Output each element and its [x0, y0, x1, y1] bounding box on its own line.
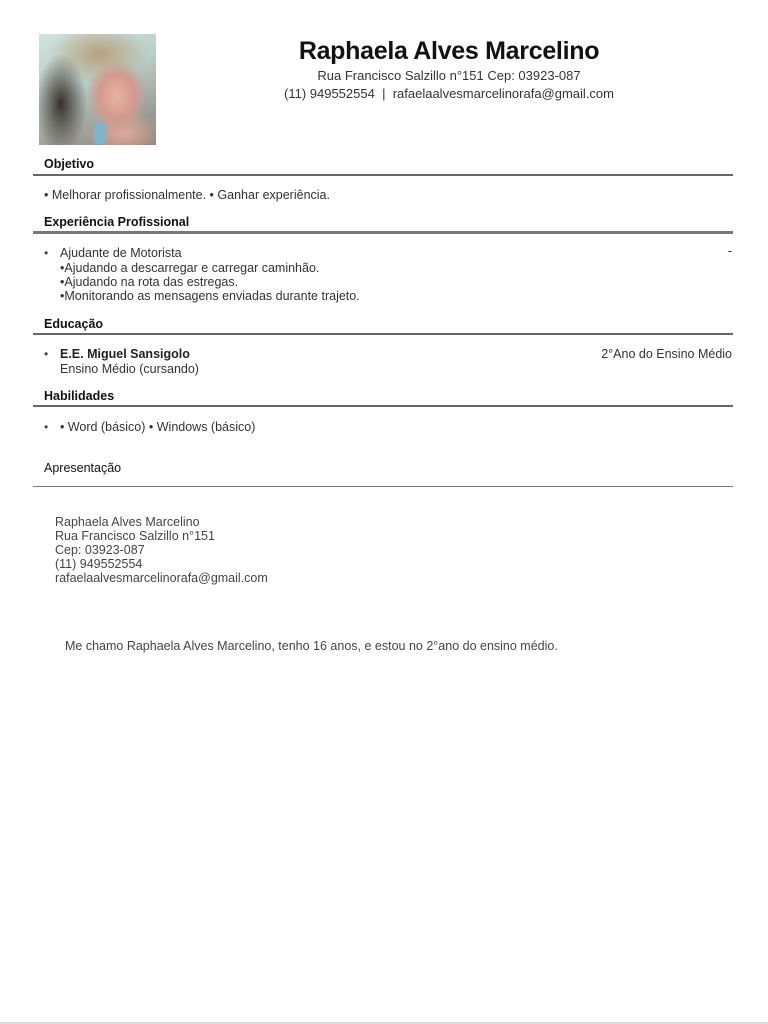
- divider: [33, 486, 733, 487]
- apresentacao-name: Raphaela Alves Marcelino: [55, 515, 200, 529]
- job-task: •Ajudando na rota das estregas.: [60, 275, 239, 289]
- course: Ensino Médio (cursando): [60, 362, 199, 376]
- section-title-habilidades: Habilidades: [44, 389, 115, 403]
- contact-line: [170, 85, 728, 103]
- candidate-name: Raphaela Alves Marcelino: [298, 37, 600, 65]
- phone: (11) 949552554: [284, 86, 375, 101]
- apresentacao-cep: Cep: 03923-087: [55, 543, 145, 557]
- divider: [33, 231, 733, 234]
- resume-header: [170, 34, 728, 103]
- photo-detail: [94, 122, 106, 144]
- job-date: -: [727, 244, 732, 258]
- section-title-objetivo: Objetivo: [44, 157, 95, 171]
- apresentacao-intro: Me chamo Raphaela Alves Marcelino, tenho 16 anos, e estou no 2°ano do ensino médio.: [65, 639, 558, 653]
- school-name: E.E. Miguel Sansigolo: [60, 347, 190, 361]
- job-task: •Ajudando a descarregar e carregar caminhão.: [60, 261, 320, 275]
- apresentacao-address: Rua Francisco Salzillo n°151: [55, 529, 215, 543]
- email: rafaelaalvesmarcelinorafa@gmail.com: [392, 86, 614, 101]
- job-title: Ajudante de Motorista: [60, 246, 182, 260]
- separator: |: [382, 86, 386, 101]
- skills-text: • Word (básico) • Windows (básico): [60, 420, 256, 434]
- school-grade: 2°Ano do Ensino Médio: [601, 347, 732, 361]
- profile-photo: [39, 34, 156, 145]
- section-title-experiencia: Experiência Profissional: [44, 215, 190, 229]
- bullet: •: [44, 347, 49, 361]
- objetivo-text: • Melhorar profissionalmente. • Ganhar experiência.: [44, 188, 330, 202]
- section-title-apresentacao: Apresentação: [44, 461, 122, 475]
- address: Rua Francisco Salzillo n°151 Cep: 03923-087: [317, 68, 581, 83]
- apresentacao-phone: (11) 949552554: [55, 557, 143, 571]
- divider: [33, 174, 733, 176]
- bullet: •: [44, 420, 49, 434]
- divider: [33, 333, 733, 335]
- job-task: •Monitorando as mensagens enviadas durante trajeto.: [60, 289, 360, 303]
- section-title-educacao: Educação: [44, 317, 104, 331]
- apresentacao-email: rafaelaalvesmarcelinorafa@gmail.com: [55, 571, 268, 585]
- divider: [33, 405, 733, 407]
- bullet: •: [44, 246, 49, 260]
